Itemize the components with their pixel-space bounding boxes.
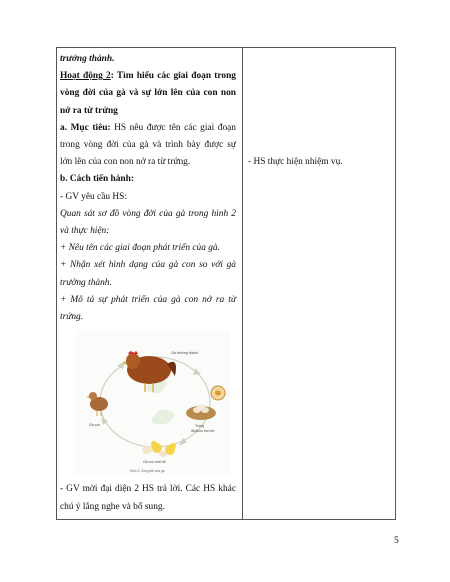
chicken-life-cycle-figure (75, 330, 230, 475)
label-egg: Trứng (195, 424, 205, 428)
body-text-line (60, 277, 112, 289)
body-text-segment: trưởng thành. (60, 277, 112, 288)
body-text-segment: Quan sát sơ đồ vòng đời của gà trong hình 2 (60, 208, 236, 219)
page-number: 5 (394, 536, 399, 546)
body-text-segment: trứng. (60, 312, 84, 322)
body-text-segment: - GV yêu cầu HS: (60, 191, 128, 202)
body-text-segment: + Nêu tên các giai đoạn phát triển của gà. (60, 243, 220, 254)
body-text-line (60, 139, 236, 151)
body-text-line (60, 122, 236, 134)
label-adult: Gà trưởng thành (171, 351, 198, 355)
body-text-segment: + Mô tả sự phát triển của gà con nở ra từ (60, 294, 236, 305)
body-text-line (60, 173, 134, 185)
body-bottom-segment: - GV mời đại diện 2 HS trả lời. Các HS khác (60, 484, 236, 494)
body-bottom-line (60, 483, 236, 495)
right-task-text: - HS thực hiện nhiệm vụ. (248, 157, 343, 167)
body-text-line (60, 53, 114, 65)
label-young: Gà con (89, 423, 100, 427)
body-text-line (60, 156, 190, 168)
lesson-table (56, 47, 396, 520)
body-text-line (60, 70, 236, 82)
body-bottom-line (60, 501, 165, 513)
young-chicken-icon (86, 392, 108, 416)
body-text-segment: và thực hiện: (60, 226, 110, 236)
body-text-segment: + Nhận xét hình dạng của gà con so với gà (60, 260, 236, 271)
body-text-segment: HS nêu được tên các giai đoạn (110, 122, 236, 133)
body-bottom-segment: chú ý lắng nghe và bổ sung. (60, 501, 165, 512)
body-text-segment: Hoạt động 2 (60, 71, 111, 82)
body-text-segment: lớn lên của con non nở ra từ trứng. (60, 157, 191, 168)
body-text-line (60, 87, 236, 99)
body-text-segment: vòng đời của gà và sự lớn lên của con non (60, 88, 236, 99)
body-text-segment: nở ra từ trứng (60, 105, 118, 116)
body-text-segment: : Tìm hiểu các giai đoạn trong (110, 71, 236, 82)
body-text-segment: b. Cách tiến hành: (60, 174, 134, 185)
body-text-segment: a. Mục tiêu: (60, 122, 111, 133)
body-text-line (60, 311, 83, 323)
body-text-line (60, 294, 236, 306)
body-text-segment: trong vòng đời của gà và trình bày được sự (60, 140, 236, 150)
body-text-line (60, 259, 236, 271)
label-egg-sub: đã được thụ tinh (191, 429, 215, 433)
body-text-line (60, 191, 127, 203)
figure-caption: Hình 2. Vòng đời của gà (130, 469, 165, 473)
egg-nest-icon (186, 386, 225, 420)
hatched-chicks-icon (142, 441, 176, 457)
life-cycle-diagram (75, 330, 230, 475)
column-divider (242, 48, 243, 519)
body-text-line (60, 208, 236, 220)
body-text-line (60, 105, 118, 117)
body-text-segment: trưởng thành. (60, 54, 115, 64)
label-chick: Gà con mới nở (143, 460, 166, 464)
body-text-line (60, 225, 109, 237)
body-text-line (60, 242, 220, 254)
